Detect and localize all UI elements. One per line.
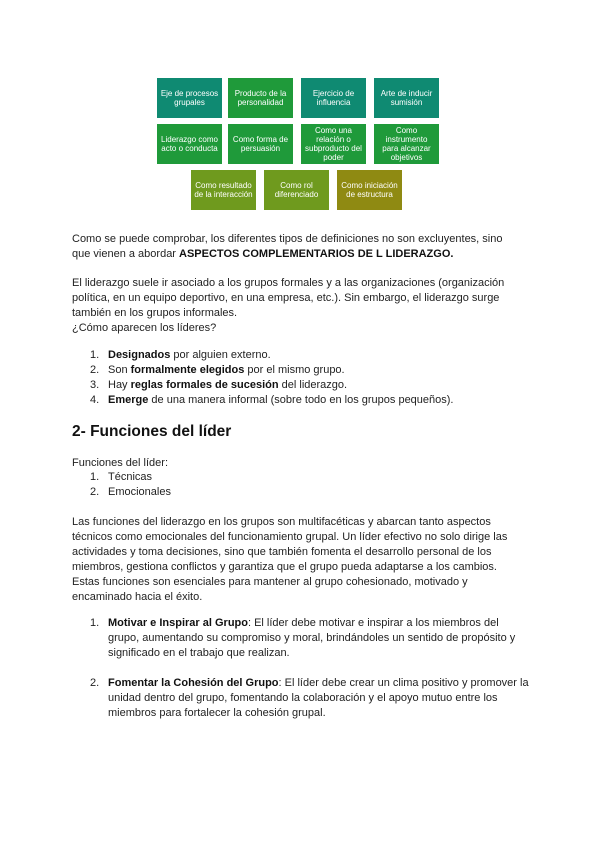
- list-text: Emocionales: [108, 486, 171, 498]
- list-number: 4.: [90, 394, 100, 406]
- list-number: 1.: [90, 617, 100, 629]
- leaders-list: [90, 348, 530, 408]
- intro-paragraph: [72, 232, 522, 262]
- functions-list: [90, 470, 530, 500]
- list-bold: Emerge: [108, 394, 149, 406]
- list-text: : El líder debe motivar e inspirar a los miembros del grupo, aumentando su compromiso y moral, brindándoles un sentido de propósito y significado en el trabajo que realizan.: [108, 617, 516, 659]
- diagram-box: Como una relación o subproducto del poder: [301, 124, 366, 164]
- list-bold: Designados: [108, 349, 171, 361]
- list-bold: Fomentar la Cohesión del Grupo: [108, 677, 279, 689]
- diagram-box: Como forma de persuasión: [228, 124, 293, 164]
- list-bold: formalmente elegidos: [130, 364, 245, 376]
- context-text: El liderazgo suele ir asociado a los grupos formales y a las organizaciones (organización política, en un equipo deportivo, en una empresa, etc.). Sin embargo, el liderazgo surge también en los grupos informales.: [72, 277, 505, 319]
- list-number: 2.: [90, 364, 100, 376]
- list-number: 1.: [90, 349, 100, 361]
- list-text: de una manera informal (sobre todo en los grupos pequeños).: [148, 394, 454, 406]
- diagram-box: Producto de la personalidad: [228, 78, 293, 118]
- section-heading: 2- Funciones del líder: [72, 423, 232, 440]
- list-item: [90, 616, 530, 661]
- list-item: [90, 378, 530, 393]
- functions-intro: [72, 456, 522, 471]
- context-paragraph: [72, 276, 522, 336]
- diagram-box: Como iniciación de estructura: [337, 170, 402, 210]
- diagram-box: Como resultado de la interacción: [191, 170, 256, 210]
- list-item: [90, 348, 530, 363]
- functions-text: Las funciones del liderazgo en los grupos son multifacéticas y abarcan tanto aspectos técnicos como emocionales del funcionamiento grupal. Un líder efectivo no solo dirige las actividades y toma decisiones, sino que también fomenta el desarrollo personal de los miembros, gestiona conflictos y garantiza que el grupo pueda adaptarse a los cambios. Estas funciones son esenciales para mantener al grupo cohesionado, motivado y encaminado hacia el éxito.: [72, 516, 508, 603]
- intro-text: Como se puede comprobar, los diferentes tipos de definiciones no son excluyentes, sino que vienen a abordar: [72, 233, 503, 260]
- diagram-box: Eje de procesos grupales: [157, 78, 222, 118]
- list-number: 2.: [90, 677, 100, 689]
- diagram-box: Como rol diferenciado: [264, 170, 329, 210]
- list-item: [90, 363, 530, 378]
- diagram-box: Liderazgo como acto o conducta: [157, 124, 222, 164]
- list-text: Técnicas: [108, 471, 153, 483]
- diagram-box: Ejercicio de influencia: [301, 78, 366, 118]
- list-text: Son: [108, 364, 131, 376]
- list-text: del liderazgo.: [278, 379, 348, 391]
- diagram-box: Arte de inducir sumisión: [374, 78, 439, 118]
- list-number: 1.: [90, 471, 100, 483]
- details-list: [90, 616, 530, 721]
- list-text: : El líder debe crear un clima positivo y promover la unidad dentro del grupo, fomentando la colaboración y el apoyo mutuo entre los miembros para fortalecer la cohesión grupal.: [108, 677, 529, 719]
- question-text: ¿Cómo aparecen los líderes?: [72, 322, 217, 334]
- list-item: [90, 470, 530, 485]
- list-text: Hay: [108, 379, 131, 391]
- functions-intro-text: Funciones del líder:: [72, 457, 168, 469]
- list-item: [90, 676, 530, 721]
- list-number: 3.: [90, 379, 100, 391]
- list-bold: Motivar e Inspirar al Grupo: [108, 617, 248, 629]
- intro-bold: ASPECTOS COMPLEMENTARIOS DE L LIDERAZGO.: [179, 248, 454, 260]
- diagram-box: Como instrumento para alcanzar objetivos: [374, 124, 439, 164]
- list-item: [90, 485, 530, 500]
- leadership-definitions-diagram: [155, 78, 445, 213]
- list-number: 2.: [90, 486, 100, 498]
- list-bold: reglas formales de sucesión: [130, 379, 279, 391]
- list-item: [90, 393, 530, 408]
- list-text: por el mismo grupo.: [244, 364, 345, 376]
- list-text: por alguien externo.: [170, 349, 271, 361]
- functions-paragraph: [72, 515, 522, 605]
